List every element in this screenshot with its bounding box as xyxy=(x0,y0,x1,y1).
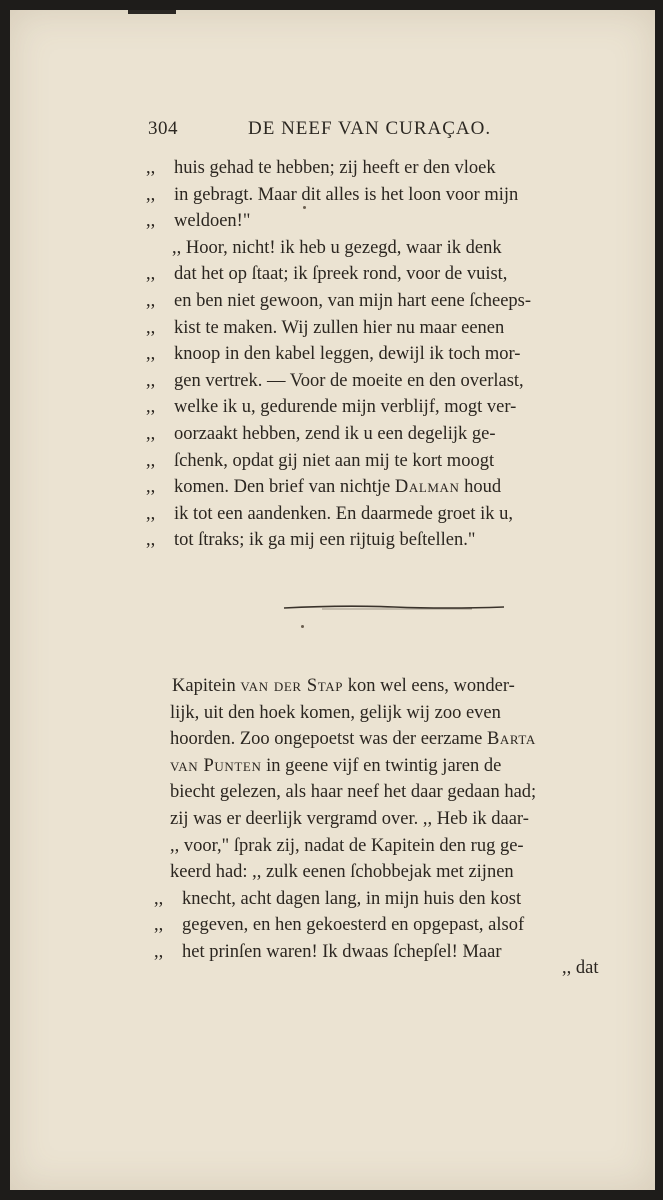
small-caps-name: van der Stap xyxy=(240,676,344,696)
text-line xyxy=(146,502,513,526)
text-line xyxy=(170,860,514,884)
text-line xyxy=(146,316,504,340)
text-line xyxy=(146,395,516,419)
small-caps-name: van Punten xyxy=(170,755,262,776)
text-line xyxy=(146,209,250,233)
ink-speck xyxy=(303,206,306,209)
small-caps-name: Barta xyxy=(486,729,536,750)
text-line xyxy=(170,807,529,831)
line-text: oorzaakt hebben, zend ik u een degelijk ge- xyxy=(174,424,496,444)
line-text: keerd had: ,, zulk eenen ſchobbejak met zijnen xyxy=(170,862,514,883)
quote-mark: ,, xyxy=(146,264,156,285)
quote-mark: ,, xyxy=(146,158,156,178)
line-text: knoop in den kabel leggen, dewijl ik toch mor- xyxy=(174,344,521,365)
binding-mark xyxy=(128,10,176,14)
quote-mark: ,, xyxy=(154,888,164,909)
text-line xyxy=(146,528,475,552)
text-line xyxy=(146,289,531,313)
quote-mark: ,, xyxy=(146,503,156,524)
text-line xyxy=(170,701,501,725)
text-line xyxy=(170,727,536,751)
quote-mark: ,, xyxy=(146,450,156,471)
text-line xyxy=(146,449,494,473)
text-line xyxy=(146,262,507,286)
quote-mark: ,, xyxy=(146,530,156,551)
line-text: in gebragt. Maar dit alles is het loon voor mijn xyxy=(174,184,519,205)
quote-mark: ,, xyxy=(154,942,164,962)
text-line xyxy=(170,834,524,858)
book-page xyxy=(10,10,655,1190)
line-text: hoorden. Zoo ongepoetst was der eerzame xyxy=(170,729,487,750)
quote-mark: ,, xyxy=(146,184,156,205)
text-line xyxy=(146,369,524,393)
line-text: Kapitein xyxy=(172,676,241,696)
page-number: 304 xyxy=(148,118,178,139)
line-text: ,, Hoor, nicht! ik heb u gezegd, waar ik denk xyxy=(172,237,502,258)
text-line xyxy=(146,183,518,207)
text-line xyxy=(154,940,502,964)
text-line xyxy=(146,342,520,366)
line-text: in geene vijf en twintig jaren de xyxy=(261,755,502,776)
line-text: kist te maken. Wij zullen hier nu maar eenen xyxy=(174,317,505,338)
line-text: biecht gelezen, als haar neef het daar gedaan had; xyxy=(170,782,537,803)
quote-mark: ,, xyxy=(154,915,164,936)
line-text: zij was er deerlijk vergramd over. ,, Heb ik daar- xyxy=(170,809,529,829)
line-text: ik tot een aandenken. En daarmede groet ik u, xyxy=(174,503,514,524)
quote-mark: ,, xyxy=(146,291,156,311)
line-text: ,, voor," ſprak zij, nadat de Kapitein den rug ge- xyxy=(170,835,524,856)
quote-mark: ,, xyxy=(146,477,156,498)
line-text: lijk, uit den hoek komen, gelijk wij zoo even xyxy=(170,702,501,723)
line-text: tot ſtraks; ik ga mij een rijtuig beſtellen." xyxy=(174,530,476,551)
line-text: ſchenk, opdat gij niet aan mij te kort moogt xyxy=(174,450,495,471)
line-text: het prinſen waren! Ik dwaas ſchepſel! Maar xyxy=(182,942,502,962)
line-text: gen vertrek. — Voor de moeite en den overlast, xyxy=(174,370,524,391)
quote-mark: ,, xyxy=(146,370,156,391)
small-caps-name: Dalman xyxy=(394,477,460,498)
line-text: dat het op ſtaat; ik ſpreek rond, voor de vuist, xyxy=(174,264,508,285)
text-line xyxy=(154,913,524,937)
quote-mark: ,, xyxy=(146,317,156,338)
line-text: kon wel eens, wonder- xyxy=(343,676,515,696)
line-text: en ben niet gewoon, van mijn hart eene ſcheeps- xyxy=(174,291,532,311)
quote-mark: ,, xyxy=(146,424,156,444)
running-title: DE NEEF VAN CURAÇAO. xyxy=(248,118,492,139)
line-text: gegeven, en hen gekoesterd en opgepast, alsof xyxy=(182,915,525,936)
text-line xyxy=(170,780,536,804)
text-line xyxy=(172,236,502,260)
line-text: houd xyxy=(459,477,502,498)
text-line xyxy=(146,156,496,180)
text-line xyxy=(172,674,515,698)
line-text: huis gehad te hebben; zij heeft er den vloek xyxy=(174,158,496,178)
quote-mark: ,, xyxy=(146,344,156,365)
text-line xyxy=(170,754,501,778)
quote-mark: ,, xyxy=(146,397,156,418)
section-divider xyxy=(282,602,506,614)
line-text: weldoen!" xyxy=(174,211,251,232)
text-line xyxy=(154,887,521,911)
text-line xyxy=(146,422,496,446)
line-text: welke ik u, gedurende mijn verblijf, mogt ver- xyxy=(174,397,517,418)
quote-mark: ,, xyxy=(146,211,156,232)
ink-speck xyxy=(301,625,304,628)
text-line xyxy=(146,475,501,499)
line-text: komen. Den brief van nichtje xyxy=(174,477,395,498)
catchword: ,, dat xyxy=(562,958,599,978)
line-text: knecht, acht dagen lang, in mijn huis den kost xyxy=(182,888,522,909)
